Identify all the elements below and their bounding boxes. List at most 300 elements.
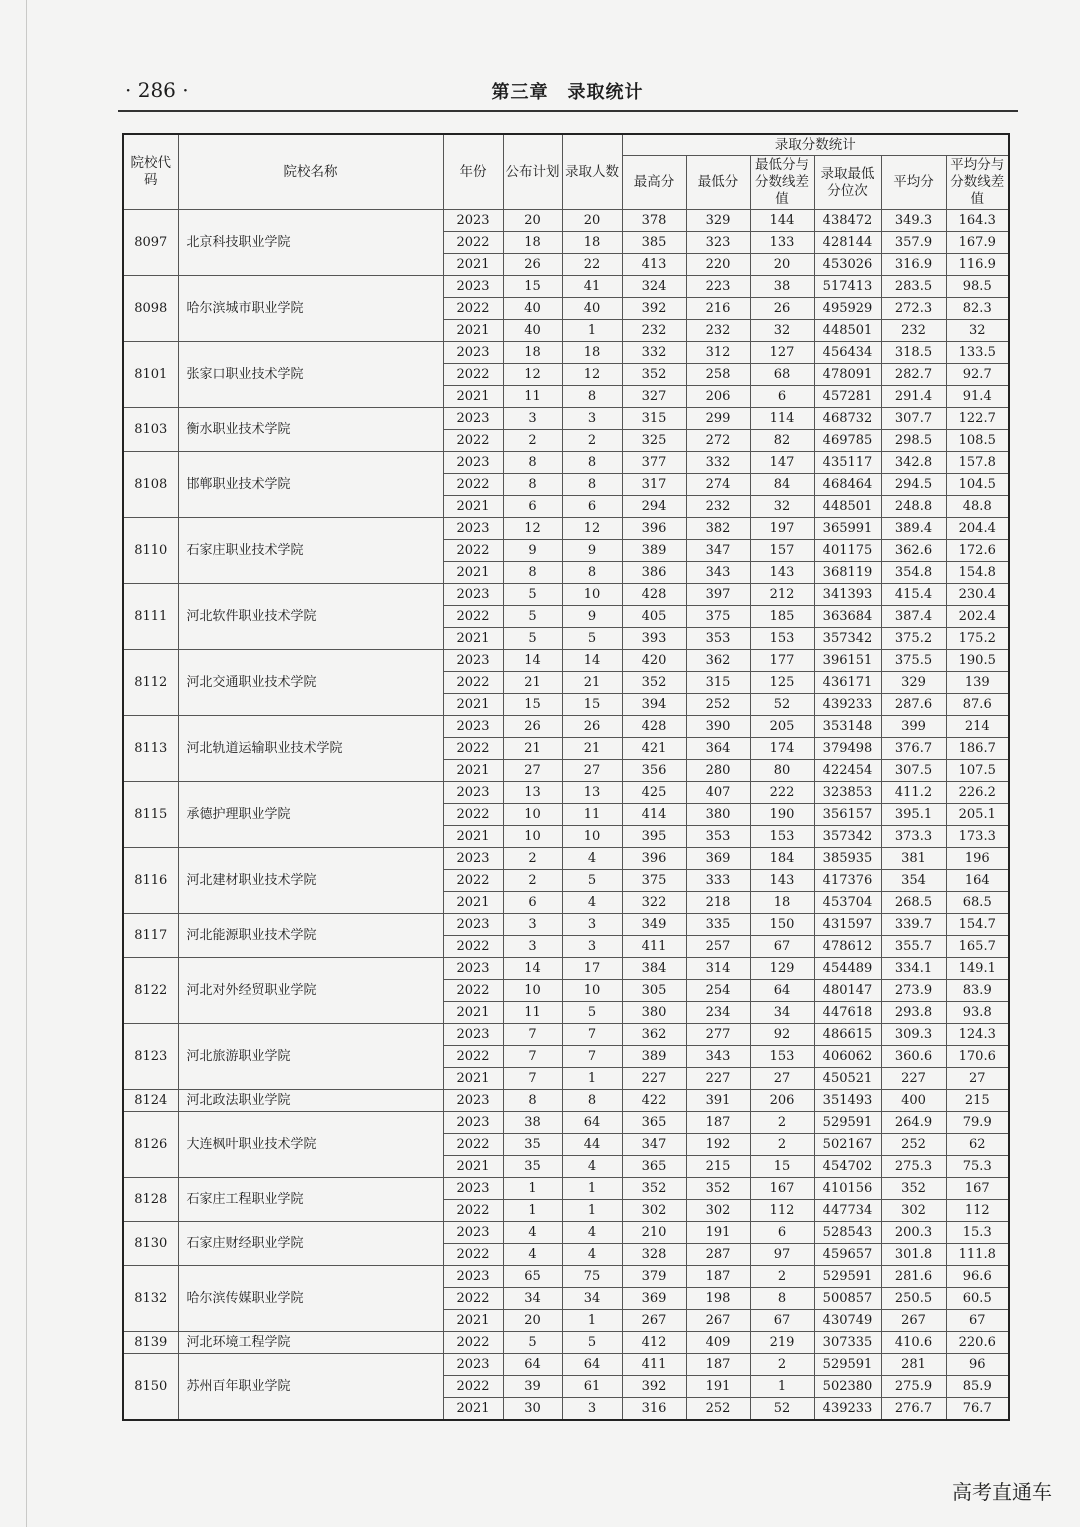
cell-avg-diff: 62 bbox=[946, 1134, 1009, 1156]
cell-min-score: 277 bbox=[686, 1024, 750, 1046]
cell-min-rank: 502167 bbox=[814, 1134, 881, 1156]
cell-avg-score: 381 bbox=[881, 848, 946, 870]
cell-avg-score: 373.3 bbox=[881, 826, 946, 848]
cell-year: 2021 bbox=[443, 1156, 503, 1178]
cell-year: 2022 bbox=[443, 1332, 503, 1354]
cell-min-diff: 18 bbox=[750, 892, 814, 914]
cell-admit: 20 bbox=[562, 210, 622, 232]
cell-max-score: 389 bbox=[622, 1046, 686, 1068]
cell-plan: 6 bbox=[503, 892, 562, 914]
cell-admit: 6 bbox=[562, 496, 622, 518]
cell-avg-score: 250.5 bbox=[881, 1288, 946, 1310]
cell-avg-diff: 205.1 bbox=[946, 804, 1009, 826]
cell-min-rank: 356157 bbox=[814, 804, 881, 826]
cell-min-rank: 435117 bbox=[814, 452, 881, 474]
cell-max-score: 378 bbox=[622, 210, 686, 232]
cell-admit: 18 bbox=[562, 342, 622, 364]
table-row bbox=[123, 1090, 1009, 1112]
cell-min-rank: 439233 bbox=[814, 694, 881, 716]
cell-min-diff: 27 bbox=[750, 1068, 814, 1090]
cell-year: 2021 bbox=[443, 1002, 503, 1024]
cell-year: 2023 bbox=[443, 408, 503, 430]
cell-min-score: 329 bbox=[686, 210, 750, 232]
cell-avg-diff: 170.6 bbox=[946, 1046, 1009, 1068]
cell-plan: 6 bbox=[503, 496, 562, 518]
cell-admit: 61 bbox=[562, 1376, 622, 1398]
cell-avg-diff: 27 bbox=[946, 1068, 1009, 1090]
cell-min-diff: 153 bbox=[750, 1046, 814, 1068]
cell-avg-diff: 91.4 bbox=[946, 386, 1009, 408]
cell-min-diff: 222 bbox=[750, 782, 814, 804]
cell-admit: 5 bbox=[562, 1332, 622, 1354]
school-code: 8103 bbox=[123, 408, 178, 452]
cell-min-diff: 125 bbox=[750, 672, 814, 694]
cell-min-rank: 357342 bbox=[814, 628, 881, 650]
cell-min-score: 254 bbox=[686, 980, 750, 1002]
cell-min-diff: 6 bbox=[750, 1222, 814, 1244]
cell-avg-score: 376.7 bbox=[881, 738, 946, 760]
cell-min-diff: 64 bbox=[750, 980, 814, 1002]
cell-avg-diff: 15.3 bbox=[946, 1222, 1009, 1244]
cell-year: 2021 bbox=[443, 1068, 503, 1090]
cell-max-score: 428 bbox=[622, 716, 686, 738]
cell-min-diff: 167 bbox=[750, 1178, 814, 1200]
cell-admit: 4 bbox=[562, 1156, 622, 1178]
cell-min-diff: 82 bbox=[750, 430, 814, 452]
cell-min-score: 364 bbox=[686, 738, 750, 760]
cell-avg-diff: 112 bbox=[946, 1200, 1009, 1222]
cell-avg-score: 200.3 bbox=[881, 1222, 946, 1244]
cell-admit: 4 bbox=[562, 1244, 622, 1266]
cell-avg-score: 316.9 bbox=[881, 254, 946, 276]
cell-min-diff: 184 bbox=[750, 848, 814, 870]
col-code: 院校代码 bbox=[123, 134, 178, 210]
cell-avg-diff: 186.7 bbox=[946, 738, 1009, 760]
cell-max-score: 414 bbox=[622, 804, 686, 826]
cell-admit: 9 bbox=[562, 540, 622, 562]
table-row bbox=[123, 782, 1009, 804]
cell-min-diff: 34 bbox=[750, 1002, 814, 1024]
cell-min-score: 218 bbox=[686, 892, 750, 914]
cell-min-score: 252 bbox=[686, 694, 750, 716]
cell-avg-score: 349.3 bbox=[881, 210, 946, 232]
cell-plan: 8 bbox=[503, 474, 562, 496]
cell-plan: 30 bbox=[503, 1398, 562, 1421]
cell-avg-score: 307.5 bbox=[881, 760, 946, 782]
cell-max-score: 396 bbox=[622, 848, 686, 870]
cell-year: 2022 bbox=[443, 936, 503, 958]
cell-min-score: 252 bbox=[686, 1398, 750, 1421]
cell-min-score: 232 bbox=[686, 320, 750, 342]
cell-max-score: 392 bbox=[622, 298, 686, 320]
cell-admit: 15 bbox=[562, 694, 622, 716]
cell-plan: 3 bbox=[503, 914, 562, 936]
cell-avg-diff: 75.3 bbox=[946, 1156, 1009, 1178]
cell-avg-score: 307.7 bbox=[881, 408, 946, 430]
cell-plan: 7 bbox=[503, 1024, 562, 1046]
cell-year: 2023 bbox=[443, 716, 503, 738]
cell-avg-diff: 164 bbox=[946, 870, 1009, 892]
table-row bbox=[123, 584, 1009, 606]
cell-min-diff: 219 bbox=[750, 1332, 814, 1354]
cell-admit: 12 bbox=[562, 364, 622, 386]
cell-avg-diff: 87.6 bbox=[946, 694, 1009, 716]
cell-min-rank: 448501 bbox=[814, 496, 881, 518]
cell-avg-score: 410.6 bbox=[881, 1332, 946, 1354]
cell-avg-score: 309.3 bbox=[881, 1024, 946, 1046]
table-row bbox=[123, 1354, 1009, 1376]
cell-min-rank: 447618 bbox=[814, 1002, 881, 1024]
cell-avg-diff: 196 bbox=[946, 848, 1009, 870]
cell-avg-diff: 82.3 bbox=[946, 298, 1009, 320]
cell-year: 2022 bbox=[443, 738, 503, 760]
cell-avg-diff: 164.3 bbox=[946, 210, 1009, 232]
cell-year: 2023 bbox=[443, 276, 503, 298]
cell-avg-score: 301.8 bbox=[881, 1244, 946, 1266]
cell-min-score: 397 bbox=[686, 584, 750, 606]
cell-admit: 27 bbox=[562, 760, 622, 782]
cell-admit: 44 bbox=[562, 1134, 622, 1156]
cell-min-score: 382 bbox=[686, 518, 750, 540]
cell-avg-score: 232 bbox=[881, 320, 946, 342]
cell-year: 2022 bbox=[443, 298, 503, 320]
cell-avg-diff: 83.9 bbox=[946, 980, 1009, 1002]
cell-avg-diff: 230.4 bbox=[946, 584, 1009, 606]
cell-avg-diff: 98.5 bbox=[946, 276, 1009, 298]
school-code: 8113 bbox=[123, 716, 178, 782]
cell-avg-score: 298.5 bbox=[881, 430, 946, 452]
cell-min-rank: 529591 bbox=[814, 1354, 881, 1376]
cell-admit: 8 bbox=[562, 386, 622, 408]
school-code: 8110 bbox=[123, 518, 178, 584]
cell-min-score: 335 bbox=[686, 914, 750, 936]
cell-admit: 3 bbox=[562, 1398, 622, 1421]
cell-min-score: 215 bbox=[686, 1156, 750, 1178]
cell-avg-diff: 48.8 bbox=[946, 496, 1009, 518]
cell-min-diff: 177 bbox=[750, 650, 814, 672]
cell-min-rank: 480147 bbox=[814, 980, 881, 1002]
cell-admit: 41 bbox=[562, 276, 622, 298]
cell-admit: 5 bbox=[562, 628, 622, 650]
cell-min-score: 369 bbox=[686, 848, 750, 870]
cell-year: 2022 bbox=[443, 980, 503, 1002]
cell-avg-diff: 124.3 bbox=[946, 1024, 1009, 1046]
cell-avg-score: 375.5 bbox=[881, 650, 946, 672]
page-number: · 286 · bbox=[125, 78, 189, 102]
table-row bbox=[123, 408, 1009, 430]
cell-avg-diff: 190.5 bbox=[946, 650, 1009, 672]
cell-plan: 14 bbox=[503, 958, 562, 980]
cell-year: 2022 bbox=[443, 1046, 503, 1068]
cell-plan: 20 bbox=[503, 210, 562, 232]
cell-admit: 1 bbox=[562, 1200, 622, 1222]
col-plan: 公布计划 bbox=[503, 134, 562, 210]
cell-min-score: 187 bbox=[686, 1354, 750, 1376]
cell-admit: 10 bbox=[562, 826, 622, 848]
cell-avg-diff: 133.5 bbox=[946, 342, 1009, 364]
cell-min-rank: 406062 bbox=[814, 1046, 881, 1068]
cell-min-score: 227 bbox=[686, 1068, 750, 1090]
cell-avg-diff: 154.8 bbox=[946, 562, 1009, 584]
cell-admit: 4 bbox=[562, 892, 622, 914]
cell-avg-score: 395.1 bbox=[881, 804, 946, 826]
cell-max-score: 349 bbox=[622, 914, 686, 936]
cell-min-rank: 428144 bbox=[814, 232, 881, 254]
cell-min-rank: 454702 bbox=[814, 1156, 881, 1178]
cell-min-score: 216 bbox=[686, 298, 750, 320]
cell-admit: 21 bbox=[562, 738, 622, 760]
cell-plan: 65 bbox=[503, 1266, 562, 1288]
cell-admit: 3 bbox=[562, 408, 622, 430]
cell-min-score: 274 bbox=[686, 474, 750, 496]
cell-avg-score: 400 bbox=[881, 1090, 946, 1112]
cell-min-rank: 396151 bbox=[814, 650, 881, 672]
cell-avg-diff: 204.4 bbox=[946, 518, 1009, 540]
cell-min-score: 267 bbox=[686, 1310, 750, 1332]
col-min-rank: 录取最低分位次 bbox=[814, 156, 881, 210]
cell-plan: 18 bbox=[503, 232, 562, 254]
cell-min-diff: 1 bbox=[750, 1376, 814, 1398]
cell-avg-score: 293.8 bbox=[881, 1002, 946, 1024]
cell-admit: 40 bbox=[562, 298, 622, 320]
school-code: 8111 bbox=[123, 584, 178, 650]
cell-min-rank: 363684 bbox=[814, 606, 881, 628]
school-name: 河北轨道运输职业技术学院 bbox=[178, 716, 443, 782]
cell-plan: 14 bbox=[503, 650, 562, 672]
cell-avg-diff: 215 bbox=[946, 1090, 1009, 1112]
cell-min-rank: 459657 bbox=[814, 1244, 881, 1266]
cell-avg-score: 252 bbox=[881, 1134, 946, 1156]
cell-admit: 5 bbox=[562, 870, 622, 892]
cell-min-score: 287 bbox=[686, 1244, 750, 1266]
cell-admit: 64 bbox=[562, 1112, 622, 1134]
cell-plan: 34 bbox=[503, 1288, 562, 1310]
cell-avg-diff: 167 bbox=[946, 1178, 1009, 1200]
table-head bbox=[123, 134, 1009, 210]
cell-avg-diff: 67 bbox=[946, 1310, 1009, 1332]
cell-max-score: 380 bbox=[622, 1002, 686, 1024]
cell-plan: 10 bbox=[503, 804, 562, 826]
cell-avg-diff: 214 bbox=[946, 716, 1009, 738]
cell-avg-score: 264.9 bbox=[881, 1112, 946, 1134]
page-header bbox=[115, 72, 1020, 112]
cell-plan: 21 bbox=[503, 738, 562, 760]
cell-min-diff: 150 bbox=[750, 914, 814, 936]
chapter-title: 第三章 录取统计 bbox=[491, 82, 644, 103]
cell-min-diff: 144 bbox=[750, 210, 814, 232]
cell-year: 2023 bbox=[443, 848, 503, 870]
cell-max-score: 369 bbox=[622, 1288, 686, 1310]
cell-avg-score: 355.7 bbox=[881, 936, 946, 958]
cell-max-score: 412 bbox=[622, 1332, 686, 1354]
cell-min-rank: 529591 bbox=[814, 1112, 881, 1134]
cell-min-score: 375 bbox=[686, 606, 750, 628]
cell-min-rank: 368119 bbox=[814, 562, 881, 584]
cell-min-rank: 478091 bbox=[814, 364, 881, 386]
cell-min-score: 407 bbox=[686, 782, 750, 804]
cell-min-score: 391 bbox=[686, 1090, 750, 1112]
cell-avg-score: 268.5 bbox=[881, 892, 946, 914]
cell-max-score: 352 bbox=[622, 1178, 686, 1200]
col-admit: 录取人数 bbox=[562, 134, 622, 210]
cell-year: 2021 bbox=[443, 628, 503, 650]
cell-avg-score: 273.9 bbox=[881, 980, 946, 1002]
cell-year: 2021 bbox=[443, 826, 503, 848]
cell-min-score: 232 bbox=[686, 496, 750, 518]
cell-max-score: 356 bbox=[622, 760, 686, 782]
cell-max-score: 396 bbox=[622, 518, 686, 540]
cell-avg-diff: 92.7 bbox=[946, 364, 1009, 386]
cell-avg-score: 334.1 bbox=[881, 958, 946, 980]
cell-min-score: 272 bbox=[686, 430, 750, 452]
cell-avg-score: 354.8 bbox=[881, 562, 946, 584]
cell-max-score: 294 bbox=[622, 496, 686, 518]
cell-min-diff: 84 bbox=[750, 474, 814, 496]
cell-avg-score: 294.5 bbox=[881, 474, 946, 496]
cell-year: 2023 bbox=[443, 584, 503, 606]
cell-plan: 15 bbox=[503, 276, 562, 298]
cell-min-rank: 456434 bbox=[814, 342, 881, 364]
cell-min-rank: 439233 bbox=[814, 1398, 881, 1421]
cell-year: 2022 bbox=[443, 540, 503, 562]
cell-min-diff: 129 bbox=[750, 958, 814, 980]
cell-min-score: 192 bbox=[686, 1134, 750, 1156]
cell-avg-score: 387.4 bbox=[881, 606, 946, 628]
cell-max-score: 420 bbox=[622, 650, 686, 672]
cell-max-score: 395 bbox=[622, 826, 686, 848]
cell-admit: 4 bbox=[562, 1222, 622, 1244]
cell-avg-diff: 202.4 bbox=[946, 606, 1009, 628]
cell-max-score: 394 bbox=[622, 694, 686, 716]
cell-min-diff: 38 bbox=[750, 276, 814, 298]
table-row bbox=[123, 276, 1009, 298]
cell-min-score: 390 bbox=[686, 716, 750, 738]
table-row bbox=[123, 210, 1009, 232]
cell-year: 2021 bbox=[443, 760, 503, 782]
table-row bbox=[123, 518, 1009, 540]
cell-min-diff: 32 bbox=[750, 320, 814, 342]
cell-max-score: 317 bbox=[622, 474, 686, 496]
table-row bbox=[123, 342, 1009, 364]
school-name: 张家口职业技术学院 bbox=[178, 342, 443, 408]
cell-plan: 5 bbox=[503, 584, 562, 606]
cell-min-diff: 92 bbox=[750, 1024, 814, 1046]
cell-min-rank: 454489 bbox=[814, 958, 881, 980]
cell-admit: 14 bbox=[562, 650, 622, 672]
cell-avg-diff: 79.9 bbox=[946, 1112, 1009, 1134]
cell-plan: 8 bbox=[503, 562, 562, 584]
cell-min-rank: 357342 bbox=[814, 826, 881, 848]
cell-avg-score: 375.2 bbox=[881, 628, 946, 650]
cell-min-diff: 6 bbox=[750, 386, 814, 408]
cell-plan: 26 bbox=[503, 716, 562, 738]
cell-plan: 18 bbox=[503, 342, 562, 364]
cell-max-score: 422 bbox=[622, 1090, 686, 1112]
school-code: 8097 bbox=[123, 210, 178, 276]
cell-avg-score: 272.3 bbox=[881, 298, 946, 320]
cell-year: 2023 bbox=[443, 210, 503, 232]
cell-year: 2023 bbox=[443, 1222, 503, 1244]
cell-min-score: 234 bbox=[686, 1002, 750, 1024]
cell-max-score: 302 bbox=[622, 1200, 686, 1222]
cell-min-rank: 430749 bbox=[814, 1310, 881, 1332]
cell-year: 2023 bbox=[443, 452, 503, 474]
school-name: 河北旅游职业学院 bbox=[178, 1024, 443, 1090]
cell-min-score: 191 bbox=[686, 1376, 750, 1398]
cell-min-score: 380 bbox=[686, 804, 750, 826]
cell-min-diff: 197 bbox=[750, 518, 814, 540]
cell-year: 2021 bbox=[443, 496, 503, 518]
cell-min-rank: 431597 bbox=[814, 914, 881, 936]
cell-admit: 11 bbox=[562, 804, 622, 826]
cell-min-diff: 97 bbox=[750, 1244, 814, 1266]
cell-avg-diff: 68.5 bbox=[946, 892, 1009, 914]
col-group-score-stats: 录取分数统计 bbox=[622, 134, 1009, 156]
cell-min-rank: 353148 bbox=[814, 716, 881, 738]
cell-avg-score: 354 bbox=[881, 870, 946, 892]
cell-admit: 34 bbox=[562, 1288, 622, 1310]
cell-admit: 8 bbox=[562, 562, 622, 584]
cell-max-score: 365 bbox=[622, 1156, 686, 1178]
cell-year: 2023 bbox=[443, 782, 503, 804]
cell-min-diff: 157 bbox=[750, 540, 814, 562]
school-code: 8115 bbox=[123, 782, 178, 848]
school-code: 8108 bbox=[123, 452, 178, 518]
cell-admit: 3 bbox=[562, 914, 622, 936]
cell-max-score: 405 bbox=[622, 606, 686, 628]
cell-year: 2022 bbox=[443, 1134, 503, 1156]
cell-avg-diff: 167.9 bbox=[946, 232, 1009, 254]
cell-min-score: 280 bbox=[686, 760, 750, 782]
cell-avg-score: 339.7 bbox=[881, 914, 946, 936]
cell-plan: 7 bbox=[503, 1068, 562, 1090]
cell-plan: 3 bbox=[503, 936, 562, 958]
school-name: 河北能源职业技术学院 bbox=[178, 914, 443, 958]
cell-max-score: 365 bbox=[622, 1112, 686, 1134]
cell-max-score: 210 bbox=[622, 1222, 686, 1244]
cell-plan: 21 bbox=[503, 672, 562, 694]
cell-avg-score: 275.3 bbox=[881, 1156, 946, 1178]
cell-plan: 4 bbox=[503, 1244, 562, 1266]
cell-avg-diff: 175.2 bbox=[946, 628, 1009, 650]
cell-avg-score: 360.6 bbox=[881, 1046, 946, 1068]
cell-avg-score: 287.6 bbox=[881, 694, 946, 716]
school-code: 8098 bbox=[123, 276, 178, 342]
cell-max-score: 227 bbox=[622, 1068, 686, 1090]
cell-min-diff: 174 bbox=[750, 738, 814, 760]
table-body bbox=[123, 210, 1009, 1421]
cell-avg-score: 342.8 bbox=[881, 452, 946, 474]
cell-admit: 5 bbox=[562, 1002, 622, 1024]
cell-max-score: 322 bbox=[622, 892, 686, 914]
cell-admit: 4 bbox=[562, 848, 622, 870]
cell-min-rank: 417376 bbox=[814, 870, 881, 892]
cell-min-rank: 528543 bbox=[814, 1222, 881, 1244]
cell-admit: 1 bbox=[562, 1310, 622, 1332]
cell-admit: 10 bbox=[562, 980, 622, 1002]
cell-min-score: 223 bbox=[686, 276, 750, 298]
cell-admit: 17 bbox=[562, 958, 622, 980]
school-code: 8150 bbox=[123, 1354, 178, 1421]
cell-max-score: 393 bbox=[622, 628, 686, 650]
cell-min-diff: 52 bbox=[750, 1398, 814, 1421]
cell-plan: 5 bbox=[503, 606, 562, 628]
cell-min-diff: 68 bbox=[750, 364, 814, 386]
school-name: 北京科技职业学院 bbox=[178, 210, 443, 276]
cell-min-diff: 67 bbox=[750, 936, 814, 958]
cell-min-score: 206 bbox=[686, 386, 750, 408]
school-name: 河北政法职业学院 bbox=[178, 1090, 443, 1112]
